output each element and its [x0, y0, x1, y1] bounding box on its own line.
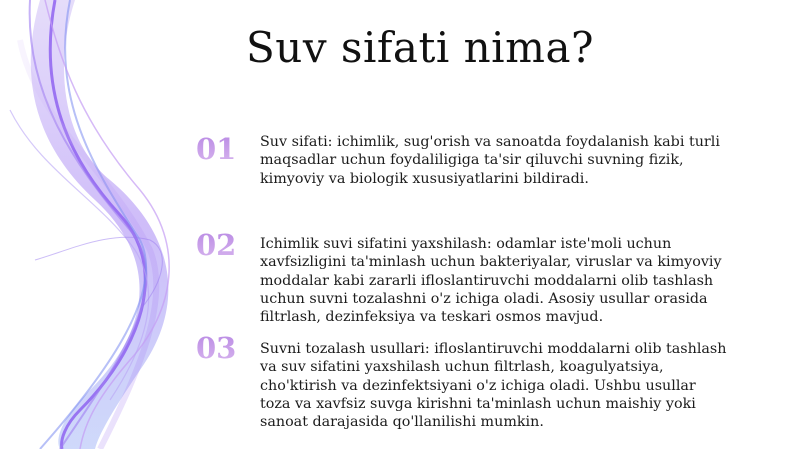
- item-number: 03: [196, 332, 252, 364]
- slide-title: Suv sifati nima?: [246, 23, 594, 72]
- item-number: 01: [196, 133, 252, 165]
- item-text: Suvni tozalash usullari: ifloslantiruvchi moddalarni olib tashlash va suv sifatini yaxshilash uchun filtrlash, koagulyatsiya, cho'ktirish va dezinfektsiyani o'z ichiga oladi. Ushbu usullar toza va xavfsiz suvga kirishni ta'minlash uchun maishiy yoki sanoat darajasida qo'llanilishi mumkin.: [260, 341, 727, 431]
- item-text: Suv sifati: ichimlik, sug'orish va sanoatda foydalanish kabi turli maqsadlar uchun foydaliligiga ta'sir qiluvchi suvning fizik, kimyoviy va biologik xususiyatlarini bildiradi.: [260, 134, 720, 187]
- item-text: Ichimlik suvi sifatini yaxshilash: odamlar iste'moli uchun xavfsizligini ta'minlash uchun bakteriyalar, viruslar va kimyoviy moddalar kabi zararli ifloslantiruvchi moddalarni olib tashlash uchun suvni tozalashni o'z ichiga oladi. Asosiy usullar orasida filtrlash, dezinfeksiya va teskari osmos mavjud.: [260, 236, 722, 326]
- decorative-ribbon: [0, 0, 200, 449]
- item-number: 02: [196, 229, 252, 261]
